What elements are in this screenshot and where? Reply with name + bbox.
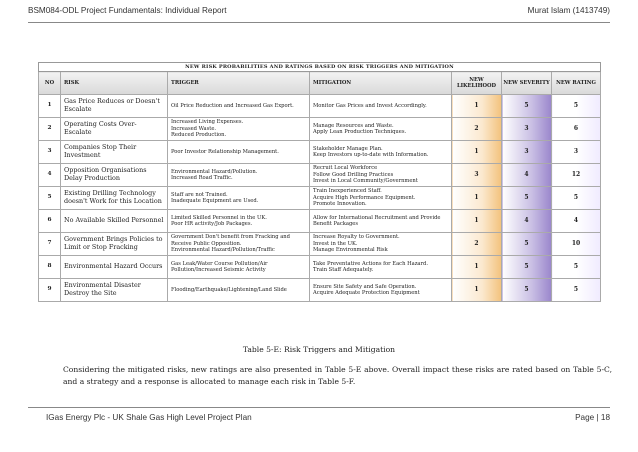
col-header-risk: RISK — [61, 72, 168, 95]
table-row — [39, 164, 601, 187]
cell-mitigation: Monitor Gas Prices and Invest Accordingly. — [310, 95, 452, 118]
cell-rating: 12 — [552, 164, 601, 187]
cell-mitigation: Manage Resources and Waste. Apply Lean Production Techniques. — [310, 118, 452, 141]
cell-trigger: Increased Living Expenses. Increased Waste. Reduced Production. — [168, 118, 310, 141]
cell-severity: 5 — [502, 256, 552, 279]
cell-no: 4 — [39, 164, 61, 187]
cell-severity: 3 — [502, 141, 552, 164]
cell-mitigation: Take Preventative Actions for Each Hazard. Train Staff Adequately. — [310, 256, 452, 279]
table-row — [39, 95, 601, 118]
table-title: NEW RISK PROBABILITIES AND RATINGS BASED ON RISK TRIGGERS AND MITIGATION — [39, 63, 601, 72]
cell-mitigation: Allow for International Recruitment and Provide Benefit Packages — [310, 210, 452, 233]
cell-severity: 4 — [502, 164, 552, 187]
cell-trigger: Government Don't benefit from Fracking and Receive Public Opposition. Environmental Hazard/Pollution/Traffic — [168, 233, 310, 256]
table-header-row — [39, 72, 601, 95]
cell-risk: Environmental Hazard Occurs — [61, 256, 168, 279]
cell-rating: 5 — [552, 279, 601, 302]
cell-rating: 10 — [552, 233, 601, 256]
cell-likelihood: 1 — [452, 95, 502, 118]
page-number: Page | 18 — [575, 413, 610, 422]
cell-no: 2 — [39, 118, 61, 141]
cell-likelihood: 1 — [452, 187, 502, 210]
cell-no: 3 — [39, 141, 61, 164]
header-right-text: Murat Islam (1413749) — [527, 6, 610, 15]
cell-mitigation: Ensure Site Safety and Safe Operation. Acquire Adequate Protection Equipment — [310, 279, 452, 302]
cell-likelihood: 2 — [452, 233, 502, 256]
cell-rating: 5 — [552, 95, 601, 118]
cell-no: 8 — [39, 256, 61, 279]
table-row — [39, 279, 601, 302]
cell-trigger: Poor Investor Relationship Management. — [168, 141, 310, 164]
cell-trigger: Flooding/Earthquake/Lightening/Land Slide — [168, 279, 310, 302]
cell-risk: Opposition Organisations Delay Production — [61, 164, 168, 187]
risk-table-container — [38, 62, 600, 302]
risk-table — [38, 62, 601, 302]
cell-risk: Companies Stop Their Investment — [61, 141, 168, 164]
table-row — [39, 233, 601, 256]
cell-rating: 6 — [552, 118, 601, 141]
cell-trigger: Staff are not Trained. Inadequate Equipment are Used. — [168, 187, 310, 210]
cell-likelihood: 1 — [452, 256, 502, 279]
footer-divider — [28, 407, 610, 408]
cell-rating: 5 — [552, 256, 601, 279]
table-row — [39, 210, 601, 233]
table-row — [39, 141, 601, 164]
table-body — [39, 95, 601, 302]
col-header-trigger: TRIGGER — [168, 72, 310, 95]
col-header-severity: NEW SEVERITY — [502, 72, 552, 95]
cell-mitigation: Increase Royalty to Government. Invest in the UK. Manage Environmental Risk — [310, 233, 452, 256]
cell-severity: 4 — [502, 210, 552, 233]
cell-trigger: Environmental Hazard/Pollution. Increased Road Traffic. — [168, 164, 310, 187]
table-row — [39, 187, 601, 210]
cell-no: 5 — [39, 187, 61, 210]
cell-no: 6 — [39, 210, 61, 233]
cell-no: 9 — [39, 279, 61, 302]
cell-trigger: Gas Leak/Water Course Pollution/Air Pollution/Increased Seismic Activity — [168, 256, 310, 279]
cell-likelihood: 2 — [452, 118, 502, 141]
cell-risk: Gas Price Reduces or Doesn't Escalate — [61, 95, 168, 118]
cell-likelihood: 1 — [452, 141, 502, 164]
cell-risk: No Available Skilled Personnel — [61, 210, 168, 233]
header-divider — [28, 22, 610, 23]
cell-no: 1 — [39, 95, 61, 118]
cell-mitigation: Train Inexperienced Staff. Acquire High Performance Equipment. Promote Innovation. — [310, 187, 452, 210]
col-header-rating: NEW RATING — [552, 72, 601, 95]
col-header-likelihood: NEW LIKELIHOOD — [452, 72, 502, 95]
cell-risk: Operating Costs Over-Escalate — [61, 118, 168, 141]
cell-likelihood: 1 — [452, 279, 502, 302]
cell-likelihood: 1 — [452, 210, 502, 233]
footer-left-text: IGas Energy Plc - UK Shale Gas High Level Project Plan — [46, 413, 252, 422]
cell-rating: 4 — [552, 210, 601, 233]
table-row — [39, 256, 601, 279]
col-header-no: NO — [39, 72, 61, 95]
cell-no: 7 — [39, 233, 61, 256]
cell-risk: Existing Drilling Technology doesn't Work for this Location — [61, 187, 168, 210]
cell-trigger: Limited Skilled Personnel in the UK. Poor HR activity/Job Packages. — [168, 210, 310, 233]
cell-severity: 3 — [502, 118, 552, 141]
cell-severity: 5 — [502, 279, 552, 302]
cell-severity: 5 — [502, 233, 552, 256]
cell-rating: 5 — [552, 187, 601, 210]
table-caption: Table 5-E: Risk Triggers and Mitigation — [242, 345, 396, 354]
header-left-text: BSM084-ODL Project Fundamentals: Individual Report — [28, 6, 227, 15]
cell-likelihood: 3 — [452, 164, 502, 187]
col-header-mitigation: MITIGATION — [310, 72, 452, 95]
cell-severity: 5 — [502, 187, 552, 210]
page-header — [28, 6, 610, 20]
cell-rating: 3 — [552, 141, 601, 164]
cell-trigger: Oil Price Reduction and Increased Gas Export. — [168, 95, 310, 118]
table-row — [39, 118, 601, 141]
cell-severity: 5 — [502, 95, 552, 118]
page-footer — [46, 413, 610, 422]
cell-mitigation: Recruit Local Workforce Follow Good Drilling Practices Invest in Local Community/Government — [310, 164, 452, 187]
body-paragraph: Considering the mitigated risks, new ratings are also presented in Table 5-E above. Overall impact these risks are rated based on Table 5-C, and a strategy and a response is allocated to manage each risk in Table 5-F. — [63, 365, 612, 386]
cell-mitigation: Stakeholder Manage Plan. Keep Investors up-to-date with Information. — [310, 141, 452, 164]
cell-risk: Government Brings Policies to Limit or Stop Fracking — [61, 233, 168, 256]
cell-risk: Environmental Disaster Destroy the Site — [61, 279, 168, 302]
